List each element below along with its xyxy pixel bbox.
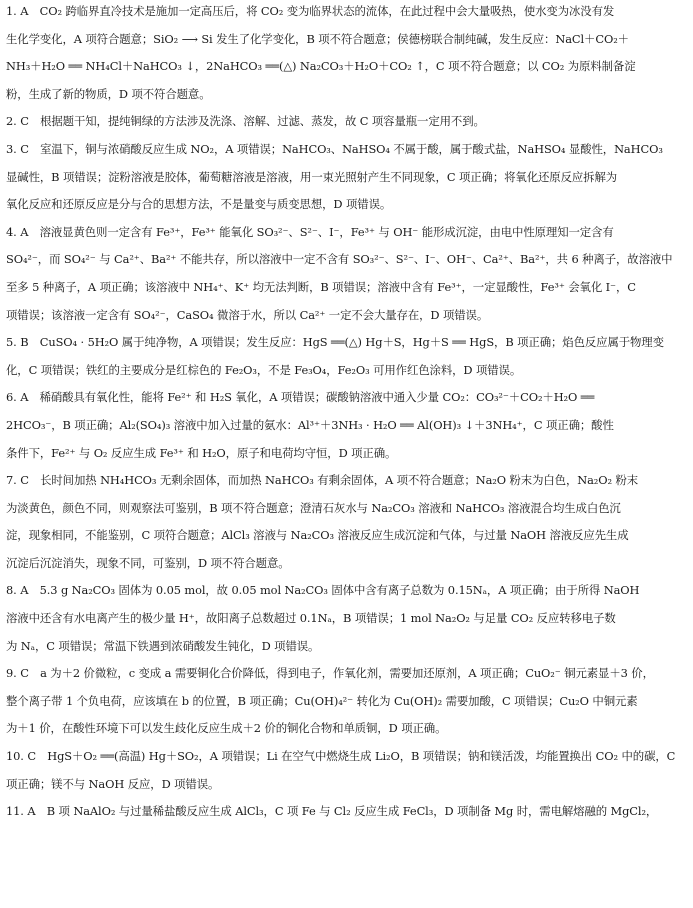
text-line: SO₄²⁻，而 SO₄²⁻ 与 Ca²⁺、Ba²⁺ 不能共存，所以溶液中一定不含有 SO₃²⁻、S²⁻、I⁻、OH⁻、Ca²⁺、Ba²⁺，共 6 种离子，故溶液中 (6, 252, 673, 267)
text-line: 整个离子带 1 个负电荷，应该填在 b 的位置，B 项正确；Cu(OH)₄²⁻ 转化为 Cu(OH)₂ 需要加酸，C 项错误；Cu₂O 中铜元素 (6, 693, 638, 708)
text-line: 1. A CO₂ 跨临界直冷技术是施加一定高压后，将 CO₂ 变为临界状态的流体，在此过程中会大量吸热，使水变为冰没有发 (6, 4, 615, 18)
answer-item-3 (6, 142, 683, 211)
text-line: 为＋1 价，在酸性环境下可以发生歧化反应生成＋2 价的铜化合物和单质铜，D 项正确。 (6, 721, 447, 736)
answer-item-10 (6, 749, 683, 791)
text-line: 3. C 室温下，铜与浓硝酸反应生成 NO₂，A 项错误；NaHCO₃、NaHSO₄ 不属于酸，属于酸式盐，NaHSO₄ 显酸性，NaHCO₃ (6, 141, 663, 156)
answer-item-2 (6, 114, 683, 128)
text-line: 项正确；镁不与 NaOH 反应，D 项错误。 (6, 776, 220, 791)
answer-item-6 (6, 390, 683, 459)
text-line: 2HCO₃⁻，B 项正确；Al₂(SO₄)₃ 溶液中加入过量的氨水：Al³⁺＋3NH₃ · H₂O ══ Al(OH)₃ ↓＋3NH₄⁺，C 项正确；酸性 (6, 417, 614, 432)
text-line: 为淡黄色，颜色不同，则观察法可鉴别，B 项不符合题意；澄清石灰水与 Na₂CO₃ 溶液和 NaHCO₃ 溶液混合均生成白色沉 (6, 500, 621, 515)
text-line: 沉淀后沉淀消失，现象不同，可鉴别，D 项不符合题意。 (6, 555, 290, 570)
text-line: 显碱性，B 项错误；淀粉溶液是胶体，葡萄糖溶液是溶液，用一束光照射产生不同现象，C 项正确；将氧化还原反应拆解为 (6, 169, 618, 184)
text-line: 条件下，Fe²⁺ 与 O₂ 反应生成 Fe³⁺ 和 H₂O，原子和电荷均守恒，D 项正确。 (6, 445, 397, 460)
answer-item-9 (6, 666, 683, 735)
answer-item-8 (6, 583, 683, 652)
answer-item-7 (6, 473, 683, 570)
text-line: 生化学变化，A 项符合题意；SiO₂ ⟶ Si 发生了化学变化，B 项不符合题意；侯德榜联合制纯碱，发生反应：NaCl＋CO₂＋ (6, 31, 629, 46)
text-line: 8. A 5.3 g Na₂CO₃ 固体为 0.05 mol，故 0.05 mol Na₂CO₃ 固体中含有离子总数为 0.15Nₐ，A 项正确；由于所得 NaOH (6, 583, 640, 598)
answer-item-11 (6, 804, 683, 818)
text-line: 至多 5 种离子，A 项正确；该溶液中 NH₄⁺、K⁺ 均无法判断，B 项错误；溶液中含有 Fe³⁺，一定显酸性，Fe³⁺ 会氧化 I⁻，C (6, 279, 636, 294)
answer-item-1 (6, 4, 683, 101)
text-line: 6. A 稀硝酸具有氧化性，能将 Fe²⁺ 和 H₂S 氧化，A 项错误；碳酸钠溶液中通入少量 CO₂：CO₃²⁻＋CO₂＋H₂O ══ (6, 390, 595, 405)
text-line: 9. C a 为＋2 价微粒，c 变成 a 需要铜化合价降低，得到电子，作氧化剂，需要加还原剂，A 项正确；CuO₂⁻ 铜元素显＋3 价， (6, 666, 654, 681)
text-line: 5. B CuSO₄ · 5H₂O 属于纯净物，A 项错误；发生反应：HgS ══(△) Hg＋S，Hg＋S ══ HgS，B 项正确；焰色反应属于物理变 (6, 335, 664, 350)
text-line: 粉，生成了新的物质，D 项不符合题意。 (6, 86, 211, 101)
text-line: NH₃＋H₂O ══ NH₄Cl＋NaHCO₃ ↓，2NaHCO₃ ══(△) Na₂CO₃＋H₂O＋CO₂ ↑，C 项不符合题意；以 CO₂ 为原料制备淀 (6, 59, 636, 74)
text-line: 淀，现象相同，不能鉴别，C 项符合题意；AlCl₃ 溶液与 Na₂CO₃ 溶液反应生成沉淀和气体，与过量 NaOH 溶液反应先生成 (6, 528, 629, 543)
text-line: 7. C 长时间加热 NH₄HCO₃ 无剩余固体，而加热 NaHCO₃ 有剩余固体，A 项不符合题意；Na₂O 粉末为白色，Na₂O₂ 粉末 (6, 473, 639, 488)
answer-item-5 (6, 335, 683, 377)
text-line: 11. A B 项 NaAlO₂ 与过量稀盐酸反应生成 AlCl₃，C 项 Fe 与 Cl₂ 反应生成 FeCl₃，D 项制备 Mg 时，需电解熔融的 MgCl₂， (6, 804, 658, 819)
text-line: 项错误；该溶液一定含有 SO₄²⁻，CaSO₄ 微溶于水，所以 Ca²⁺ 一定不会大量存在，D 项错误。 (6, 307, 489, 322)
text-line: 4. A 溶液显黄色则一定含有 Fe³⁺，Fe³⁺ 能氧化 SO₃²⁻、S²⁻、I⁻，Fe³⁺ 与 OH⁻ 能形成沉淀，由电中性原理知一定含有 (6, 224, 614, 239)
text-line: 2. C 根据题干知，提纯铜绿的方法涉及洗涤、溶解、过滤、蒸发，故 C 项容量瓶一定用不到。 (6, 114, 485, 129)
text-line: 化，C 项错误；铁红的主要成分是红棕色的 Fe₂O₃，不是 Fe₃O₄，Fe₂O₃ 可用作红色涂料，D 项错误。 (6, 362, 522, 377)
text-line: 氧化反应和还原反应是分与合的思想方法，不是量变与质变思想，D 项错误。 (6, 197, 392, 212)
text-line: 溶液中还含有水电离产生的极少量 H⁺，故阳离子总数超过 0.1Nₐ，B 项错误；1 mol Na₂O₂ 与足量 CO₂ 反应转移电子数 (6, 611, 616, 626)
answer-item-4 (6, 225, 683, 322)
text-line: 为 Nₐ，C 项错误；常温下铁遇到浓硝酸发生钝化，D 项错误。 (6, 638, 320, 653)
text-line: 10. C HgS＋O₂ ══(高温) Hg＋SO₂，A 项错误；Li 在空气中燃烧生成 Li₂O，B 项错误；钠和镁活泼，均能置换出 CO₂ 中的碳，C (6, 749, 676, 764)
